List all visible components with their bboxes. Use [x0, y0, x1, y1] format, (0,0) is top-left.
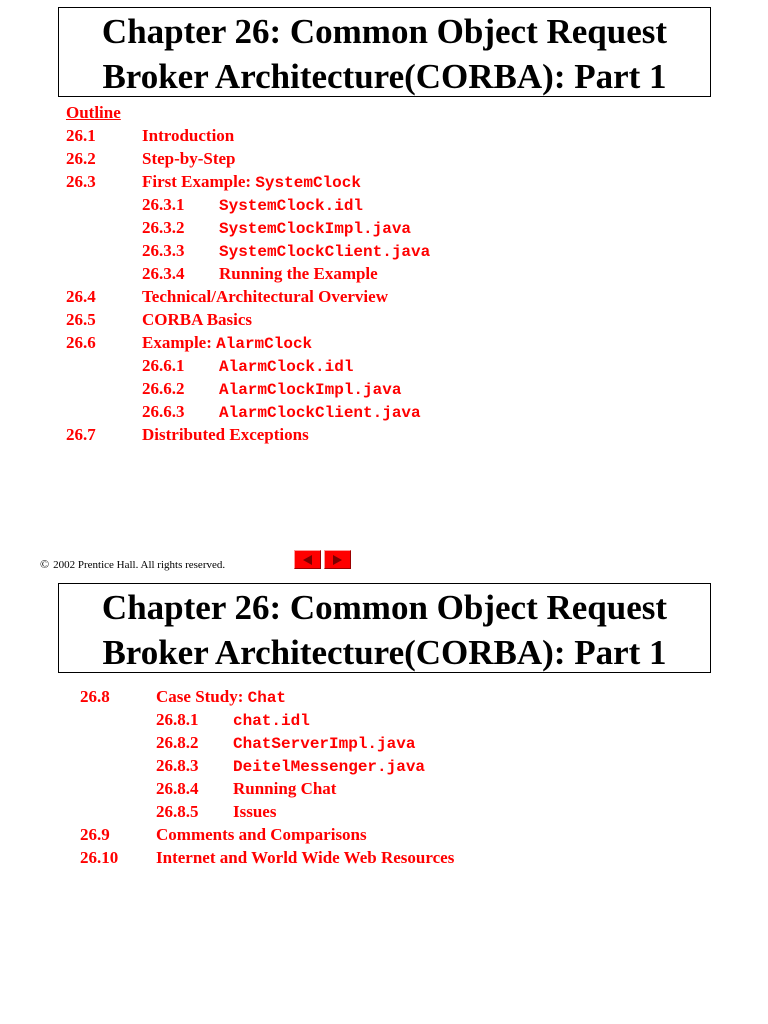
item-label: ChatServerImpl.java — [233, 735, 416, 753]
item-number: 26.8 — [80, 687, 110, 706]
outline-item[interactable] — [66, 423, 309, 446]
outline-item[interactable] — [66, 331, 313, 354]
item-number: 26.6.3 — [142, 402, 185, 421]
item-label: Step-by-Step — [142, 149, 236, 168]
item-label: SystemClock.idl — [219, 197, 364, 215]
triangle-left-icon — [303, 555, 312, 565]
outline-subitem[interactable] — [66, 377, 402, 400]
item-label: Example: AlarmClock — [142, 333, 313, 353]
slide-title — [58, 583, 711, 673]
outline-subitem[interactable] — [66, 216, 412, 239]
item-number: 26.8.4 — [156, 779, 199, 798]
item-label: Case Study: Chat — [156, 687, 287, 707]
item-label: AlarmClock.idl — [219, 358, 354, 376]
item-number: 26.6.2 — [142, 379, 185, 398]
item-label: Running Chat — [233, 779, 337, 798]
outline-subitem[interactable] — [66, 239, 431, 262]
item-number: 26.5 — [66, 310, 96, 329]
item-number: 26.3.4 — [142, 264, 185, 283]
title-line-1: Chapter 26: Common Object Request — [101, 588, 668, 627]
slide-title — [58, 7, 711, 97]
item-label: Distributed Exceptions — [142, 425, 309, 444]
copyright-icon: © — [40, 557, 50, 571]
item-label: DeitelMessenger.java — [233, 758, 426, 776]
item-label: SystemClockImpl.java — [219, 220, 412, 238]
item-number: 26.9 — [80, 825, 110, 844]
title-line-2: Broker Architecture(CORBA): Part 1 — [102, 633, 667, 672]
item-label: SystemClockClient.java — [219, 243, 431, 261]
previous-slide-button[interactable] — [294, 550, 321, 569]
item-number: 26.7 — [66, 425, 96, 444]
item-number: 26.3.3 — [142, 241, 185, 260]
title-line-2: Broker Architecture(CORBA): Part 1 — [102, 57, 667, 96]
outline-subitem[interactable] — [66, 400, 421, 423]
item-number: 26.10 — [80, 848, 119, 867]
item-number: 26.3.1 — [142, 195, 185, 214]
item-label: Running the Example — [219, 264, 378, 283]
item-label: Issues — [233, 802, 277, 821]
item-label: CORBA Basics — [142, 310, 253, 329]
outline-item[interactable] — [66, 147, 236, 170]
outline-subitem[interactable] — [66, 354, 354, 377]
title-line-1: Chapter 26: Common Object Request — [101, 12, 668, 51]
outline-item[interactable] — [66, 308, 253, 331]
outline-subitem[interactable] — [66, 262, 378, 285]
item-number: 26.6 — [66, 333, 96, 352]
item-number: 26.4 — [66, 287, 96, 306]
item-label: Internet and World Wide Web Resources — [156, 848, 455, 867]
outline-item[interactable] — [66, 124, 235, 147]
item-number: 26.8.1 — [156, 710, 199, 729]
outline-list — [66, 101, 431, 446]
slide-2 — [0, 576, 768, 1024]
item-label: AlarmClockImpl.java — [219, 381, 402, 399]
item-label: chat.idl — [233, 712, 310, 730]
item-label: First Example: SystemClock — [142, 172, 361, 192]
item-label: Comments and Comparisons — [156, 825, 367, 844]
next-slide-button[interactable] — [324, 550, 351, 569]
item-label: Introduction — [142, 126, 235, 145]
copyright-text: 2002 Prentice Hall. All rights reserved. — [53, 559, 226, 571]
item-number: 26.8.3 — [156, 756, 199, 775]
outline-item[interactable] — [66, 285, 388, 308]
outline-item[interactable] — [66, 170, 361, 193]
item-number: 26.1 — [66, 126, 96, 145]
item-number: 26.3 — [66, 172, 96, 191]
outline-heading-link[interactable]: Outline — [66, 103, 121, 122]
triangle-right-icon — [333, 555, 342, 565]
outline-subitem[interactable] — [66, 193, 364, 216]
item-number: 26.6.1 — [142, 356, 185, 375]
item-label: Technical/Architectural Overview — [142, 287, 388, 306]
item-number: 26.3.2 — [142, 218, 185, 237]
item-number: 26.8.2 — [156, 733, 199, 752]
copyright-footer — [40, 557, 225, 572]
item-number: 26.8.5 — [156, 802, 199, 821]
item-label: AlarmClockClient.java — [219, 404, 421, 422]
item-number: 26.2 — [66, 149, 96, 168]
